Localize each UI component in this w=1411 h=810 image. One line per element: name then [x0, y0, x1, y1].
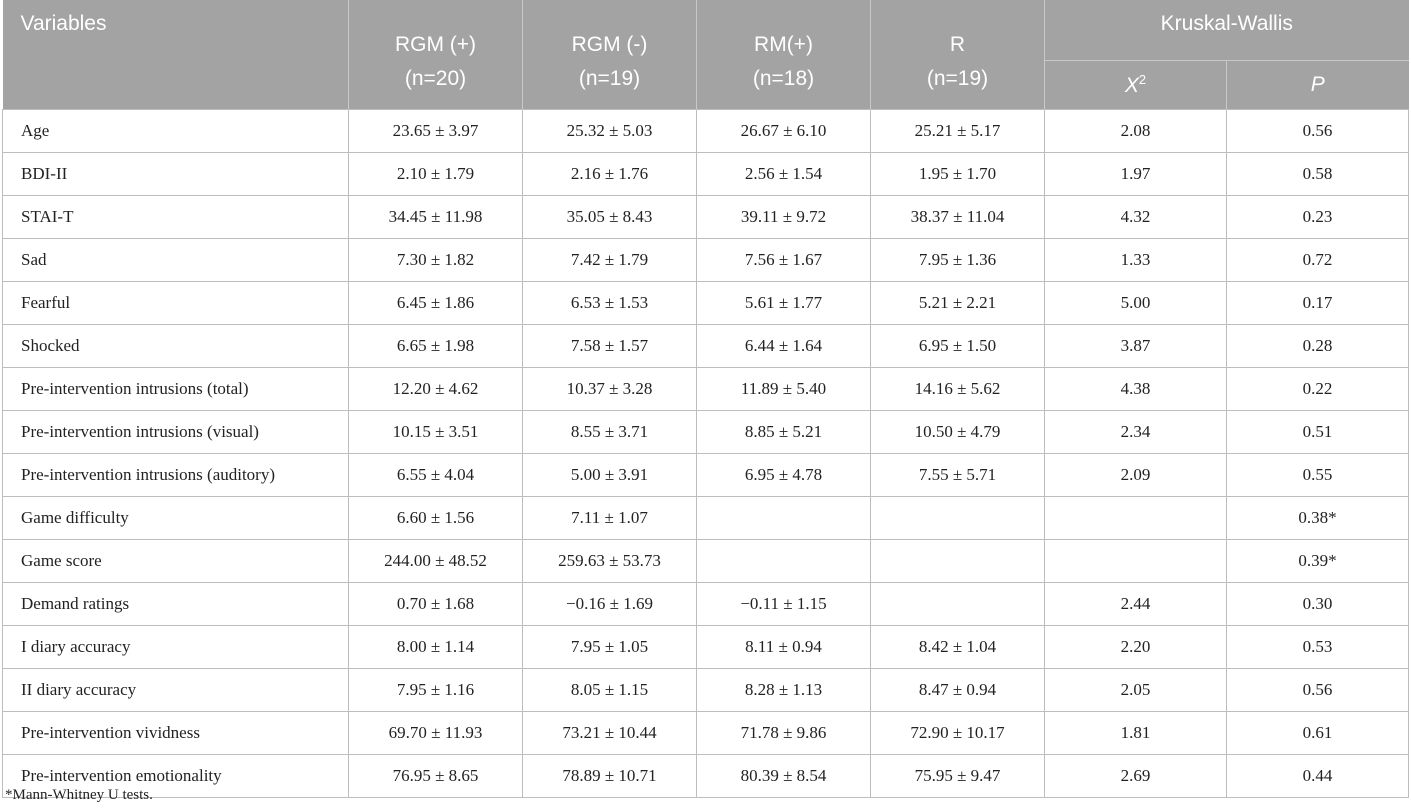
header-variables: Variables	[3, 0, 349, 109]
row-label: Game score	[3, 539, 349, 582]
cell-rgm-plus: 6.60 ± 1.56	[349, 496, 523, 539]
cell-rgm-plus: 6.45 ± 1.86	[349, 281, 523, 324]
cell-rgm-plus: 23.65 ± 3.97	[349, 109, 523, 152]
cell-rgm-plus: 69.70 ± 11.93	[349, 711, 523, 754]
statistics-table	[2, 0, 1409, 798]
table-row	[3, 410, 1409, 453]
cell-r: 8.42 ± 1.04	[871, 625, 1045, 668]
cell-p-value: 0.55	[1227, 453, 1409, 496]
header-group-n: (n=20)	[349, 61, 523, 110]
cell-rgm-minus: 7.58 ± 1.57	[523, 324, 697, 367]
cell-chi-square: 2.34	[1045, 410, 1227, 453]
row-label: Game difficulty	[3, 496, 349, 539]
cell-p-value: 0.56	[1227, 668, 1409, 711]
cell-chi-square	[1045, 539, 1227, 582]
cell-chi-square: 2.05	[1045, 668, 1227, 711]
cell-r: 8.47 ± 0.94	[871, 668, 1045, 711]
cell-chi-square: 2.08	[1045, 109, 1227, 152]
cell-chi-square: 3.87	[1045, 324, 1227, 367]
table-row	[3, 281, 1409, 324]
table-row	[3, 711, 1409, 754]
header-group-name: RGM (-)	[523, 0, 697, 61]
cell-rm-plus: 5.61 ± 1.77	[697, 281, 871, 324]
row-label: Age	[3, 109, 349, 152]
cell-rgm-minus: 35.05 ± 8.43	[523, 195, 697, 238]
row-label: Pre-intervention vividness	[3, 711, 349, 754]
row-label: Sad	[3, 238, 349, 281]
cell-rm-plus: 26.67 ± 6.10	[697, 109, 871, 152]
cell-r: 7.95 ± 1.36	[871, 238, 1045, 281]
header-group-name: RM(+)	[697, 0, 871, 61]
cell-p-value: 0.22	[1227, 367, 1409, 410]
cell-p-value: 0.39*	[1227, 539, 1409, 582]
cell-chi-square: 1.33	[1045, 238, 1227, 281]
row-label: Pre-intervention emotionality	[3, 754, 349, 797]
row-label: Pre-intervention intrusions (visual)	[3, 410, 349, 453]
cell-rm-plus: 6.95 ± 4.78	[697, 453, 871, 496]
table-row	[3, 367, 1409, 410]
table-row	[3, 539, 1409, 582]
cell-rgm-minus: 10.37 ± 3.28	[523, 367, 697, 410]
cell-rgm-minus: −0.16 ± 1.69	[523, 582, 697, 625]
cell-p-value: 0.17	[1227, 281, 1409, 324]
cell-rgm-minus: 5.00 ± 3.91	[523, 453, 697, 496]
cell-rm-plus: 7.56 ± 1.67	[697, 238, 871, 281]
cell-rgm-plus: 76.95 ± 8.65	[349, 754, 523, 797]
cell-rgm-plus: 8.00 ± 1.14	[349, 625, 523, 668]
header-group-n: (n=19)	[523, 61, 697, 110]
cell-rm-plus: 8.28 ± 1.13	[697, 668, 871, 711]
cell-r: 38.37 ± 11.04	[871, 195, 1045, 238]
row-label: BDI-II	[3, 152, 349, 195]
cell-rgm-minus: 7.95 ± 1.05	[523, 625, 697, 668]
row-label: STAI-T	[3, 195, 349, 238]
cell-r	[871, 496, 1045, 539]
table-body	[3, 109, 1409, 797]
cell-p-value: 0.28	[1227, 324, 1409, 367]
cell-rgm-minus: 259.63 ± 53.73	[523, 539, 697, 582]
table-row	[3, 109, 1409, 152]
cell-rgm-plus: 34.45 ± 11.98	[349, 195, 523, 238]
row-label: Fearful	[3, 281, 349, 324]
cell-p-value: 0.38*	[1227, 496, 1409, 539]
cell-chi-square	[1045, 496, 1227, 539]
cell-p-value: 0.23	[1227, 195, 1409, 238]
cell-rm-plus: 6.44 ± 1.64	[697, 324, 871, 367]
cell-rgm-minus: 6.53 ± 1.53	[523, 281, 697, 324]
row-label: II diary accuracy	[3, 668, 349, 711]
table-row	[3, 324, 1409, 367]
cell-rgm-plus: 12.20 ± 4.62	[349, 367, 523, 410]
row-label: Shocked	[3, 324, 349, 367]
table-header	[3, 0, 1409, 109]
cell-rgm-plus: 2.10 ± 1.79	[349, 152, 523, 195]
cell-rgm-minus: 8.55 ± 3.71	[523, 410, 697, 453]
cell-chi-square: 4.32	[1045, 195, 1227, 238]
cell-rgm-plus: 0.70 ± 1.68	[349, 582, 523, 625]
table-row	[3, 668, 1409, 711]
table-row	[3, 754, 1409, 797]
cell-rm-plus: −0.11 ± 1.15	[697, 582, 871, 625]
table-row	[3, 625, 1409, 668]
table-footnote: *Mann-Whitney U tests.	[5, 787, 153, 803]
cell-r: 10.50 ± 4.79	[871, 410, 1045, 453]
cell-rgm-minus: 2.16 ± 1.76	[523, 152, 697, 195]
cell-rgm-minus: 7.42 ± 1.79	[523, 238, 697, 281]
header-group-name: R	[871, 0, 1045, 61]
cell-rgm-plus: 7.30 ± 1.82	[349, 238, 523, 281]
cell-chi-square: 1.81	[1045, 711, 1227, 754]
cell-chi-square: 4.38	[1045, 367, 1227, 410]
cell-chi-square: 2.44	[1045, 582, 1227, 625]
cell-chi-square: 2.69	[1045, 754, 1227, 797]
chi-square-symbol: X	[1124, 73, 1139, 97]
cell-rm-plus: 8.11 ± 0.94	[697, 625, 871, 668]
row-label: I diary accuracy	[3, 625, 349, 668]
table-row	[3, 152, 1409, 195]
header-group-n: (n=18)	[697, 61, 871, 110]
cell-rgm-plus: 6.65 ± 1.98	[349, 324, 523, 367]
cell-rm-plus: 80.39 ± 8.54	[697, 754, 871, 797]
cell-chi-square: 2.09	[1045, 453, 1227, 496]
cell-rgm-minus: 7.11 ± 1.07	[523, 496, 697, 539]
cell-rm-plus: 11.89 ± 5.40	[697, 367, 871, 410]
cell-rgm-minus: 8.05 ± 1.15	[523, 668, 697, 711]
cell-p-value: 0.30	[1227, 582, 1409, 625]
row-label: Demand ratings	[3, 582, 349, 625]
cell-r: 5.21 ± 2.21	[871, 281, 1045, 324]
cell-rgm-plus: 7.95 ± 1.16	[349, 668, 523, 711]
table-row	[3, 496, 1409, 539]
cell-rgm-plus: 6.55 ± 4.04	[349, 453, 523, 496]
cell-p-value: 0.72	[1227, 238, 1409, 281]
cell-r: 6.95 ± 1.50	[871, 324, 1045, 367]
cell-p-value: 0.44	[1227, 754, 1409, 797]
cell-p-value: 0.53	[1227, 625, 1409, 668]
cell-rgm-plus: 10.15 ± 3.51	[349, 410, 523, 453]
cell-rm-plus: 8.85 ± 5.21	[697, 410, 871, 453]
cell-r	[871, 539, 1045, 582]
cell-rgm-minus: 25.32 ± 5.03	[523, 109, 697, 152]
cell-chi-square: 5.00	[1045, 281, 1227, 324]
header-group-name: RGM (+)	[349, 0, 523, 61]
table-row	[3, 238, 1409, 281]
cell-r: 25.21 ± 5.17	[871, 109, 1045, 152]
cell-p-value: 0.61	[1227, 711, 1409, 754]
cell-r: 7.55 ± 5.71	[871, 453, 1045, 496]
cell-p-value: 0.58	[1227, 152, 1409, 195]
cell-r	[871, 582, 1045, 625]
header-p-value: P	[1227, 61, 1409, 110]
table-row	[3, 582, 1409, 625]
cell-chi-square: 2.20	[1045, 625, 1227, 668]
cell-rm-plus	[697, 496, 871, 539]
chi-square-superscript: 2	[1138, 71, 1147, 87]
cell-p-value: 0.51	[1227, 410, 1409, 453]
cell-rm-plus: 39.11 ± 9.72	[697, 195, 871, 238]
cell-r: 75.95 ± 9.47	[871, 754, 1045, 797]
header-kruskal-wallis: Kruskal-Wallis	[1045, 0, 1409, 61]
row-label: Pre-intervention intrusions (auditory)	[3, 453, 349, 496]
table-row	[3, 453, 1409, 496]
cell-r: 14.16 ± 5.62	[871, 367, 1045, 410]
cell-r: 1.95 ± 1.70	[871, 152, 1045, 195]
cell-p-value: 0.56	[1227, 109, 1409, 152]
header-group-n: (n=19)	[871, 61, 1045, 110]
header-chi-square	[1045, 61, 1227, 110]
cell-rm-plus	[697, 539, 871, 582]
cell-rgm-plus: 244.00 ± 48.52	[349, 539, 523, 582]
cell-rgm-minus: 73.21 ± 10.44	[523, 711, 697, 754]
cell-r: 72.90 ± 10.17	[871, 711, 1045, 754]
cell-rgm-minus: 78.89 ± 10.71	[523, 754, 697, 797]
cell-rm-plus: 71.78 ± 9.86	[697, 711, 871, 754]
cell-rm-plus: 2.56 ± 1.54	[697, 152, 871, 195]
table-row	[3, 195, 1409, 238]
row-label: Pre-intervention intrusions (total)	[3, 367, 349, 410]
cell-chi-square: 1.97	[1045, 152, 1227, 195]
